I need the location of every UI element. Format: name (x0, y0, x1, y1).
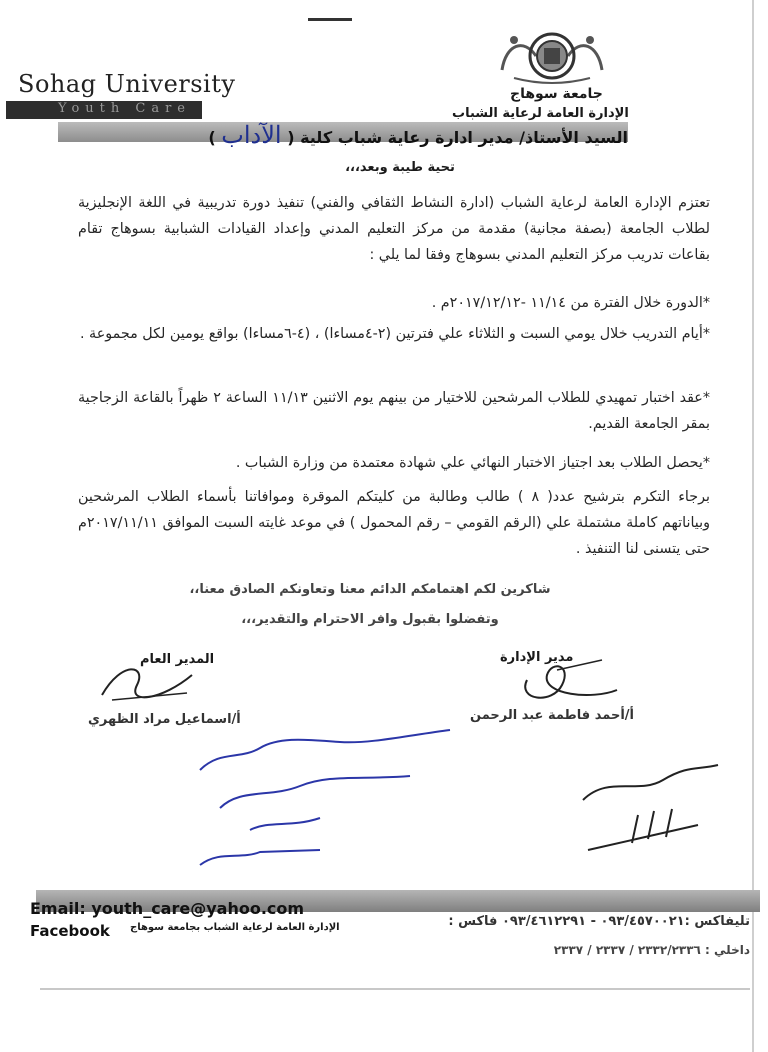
manager-title: مدير الإدارة (500, 650, 574, 665)
addressee-close: ) (208, 128, 216, 147)
department-name: الإدارة العامة لرعاية الشباب (452, 106, 629, 121)
closing-thanks: شاكرين لكم اهتمامكم الدائم معنا وتعاونكم الصادق معنا،، (189, 582, 551, 597)
paragraph-intro: تعتزم الإدارة العامة لرعاية الشباب (ادارة النشاط الثقافي والفني) تنفيذ دورة تدريبية في اللغة الإنجليزية لطلاب الجامعة (بصفة مجانية) مقدمة من مركز التعليم المدني وإعداد القيادات الشبابية بسوهاج تقام بقاعات تدريب مركز التعليم المدني بسوهاج وفقا لما يلي : (78, 195, 710, 263)
footer-extension: داخلي : ٢٣٣٢/٢٣٣٦ / ٢٣٣٧ / ٢٣٣٧ (553, 943, 750, 957)
footer-phones: تليفاكس :٠٩٣/٤٥٧٠٠٢١ - ٠٩٣/٤٦١٢٢٩١ فاكس : (448, 914, 750, 929)
university-subtitle: Youth Care (58, 101, 191, 116)
general-manager-title: المدير العام (140, 652, 215, 667)
paragraph-certificate: *يحصل الطلاب بعد اجتياز الاختبار النهائي علي شهادة معتمدة من وزارة الشباب . (235, 455, 710, 471)
manager-signature (512, 650, 622, 710)
top-dash (308, 18, 352, 21)
paragraph-days: *أيام التدريب خلال يومي السبت و الثلاثاء علي فترتين (٢-٤مساءا) ، (٤-٦مساءا) بواقع يومين لكل مجموعة . (79, 326, 710, 342)
footer-facebook-page: الإدارة العامة لرعاية الشباب بجامعة سوهاج (130, 922, 340, 933)
addressee-text: السيد الأستاذ/ مدير ادارة رعاية شباب كلية ( (287, 128, 628, 147)
greeting: تحية طيبة وبعد،،، (345, 160, 455, 175)
bottom-divider (40, 988, 750, 990)
footer-email: Email: youth_care@yahoo.com (30, 899, 305, 918)
paragraph-request: برجاء التكرم بترشيح عدد( ٨ ) طالب وطالبة من كليتكم الموقرة وموافاتنا بأسماء الطلاب المرشحين وبياناتهم كاملة مشتملة علي (الرقم القومي – رقم المحمول ) في موعد غايته السبت الموافق ٢٠١٧/١١/١١م حتى يتسنى لنا التنفيذ . (78, 489, 710, 557)
general-manager-signature (92, 655, 202, 715)
logo-caption: جامعة سوهاج (510, 86, 603, 102)
paragraph-exam: *عقد اختبار تمهيدي للطلاب المرشحين للاختيار من بينهم يوم الاثنين ١١/١٣ الساعة ٢ ظهراً بالقاعة الزجاجية بمقر الجامعة القديم. (78, 390, 710, 432)
handwritten-date-note (568, 755, 728, 865)
footer-facebook: Facebook (30, 922, 110, 940)
college-handwritten: الآداب (221, 121, 282, 149)
paragraph-period: *الدورة خلال الفترة من ١١/١٤ -٢٠١٧/١٢/١٢م . (431, 295, 710, 311)
handwritten-note (180, 710, 470, 880)
closing-regards: وتفضلوا بقبول وافر الاحترام والتقدير،،، (241, 612, 499, 627)
general-manager-name: أ/اسماعيل مراد الظهري (88, 712, 241, 727)
manager-name: أ/أحمد فاطمة عبد الرحمن (470, 708, 634, 723)
university-name: Sohag University (18, 70, 236, 98)
university-logo-icon (494, 26, 610, 86)
addressee-line (58, 121, 628, 149)
